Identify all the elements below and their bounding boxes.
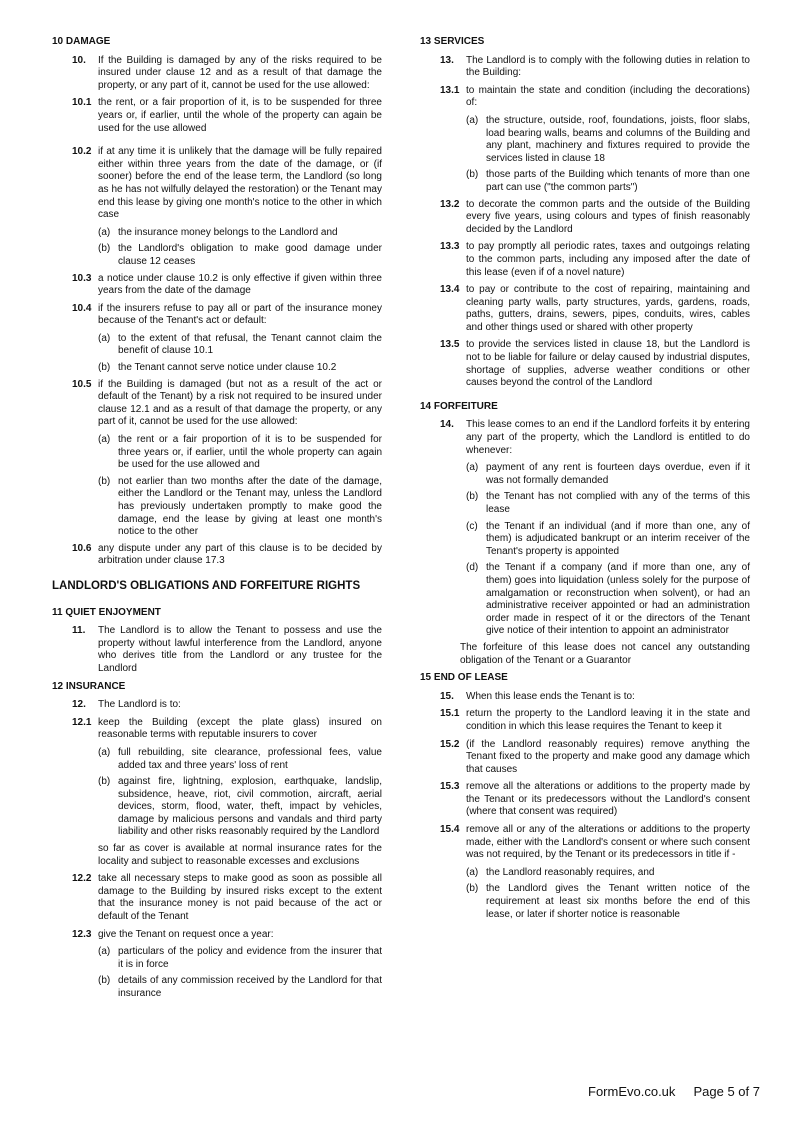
footer-page-number: Page 5 of 7 — [693, 1084, 760, 1099]
clause-15: 15. When this lease ends the Tenant is to: — [440, 690, 635, 702]
clause-10-4-a: (a) to the extent of that refusal, the Tenant cannot claim the benefit of clause 10.1 — [98, 332, 382, 357]
clause-13-4: 13.4 to pay or contribute to the cost of repairing, maintaining and cleaning party walls, party structures, yards, gardens, roads, paths, gutters, drains, sewers, pipes, conduits, wires, cables and other things used or shared with other property — [440, 284, 750, 333]
clause-10-3: 10.3 a notice under clause 10.2 is only effective if given within three years from the date of the damage — [72, 272, 382, 297]
clause-10-4-b: (b) the Tenant cannot serve notice under clause 10.2 — [98, 362, 337, 374]
heading-end-of-lease: 15 END OF LEASE — [420, 672, 508, 684]
clause-12-1-note: so far as cover is available at normal insurance rates for the locality and subject to reasonable excesses and exclusions — [98, 843, 382, 867]
clause-12: 12. The Landlord is to: — [72, 699, 181, 711]
clause-10-5: 10.5 if the Building is damaged (but not as a result of the act or default of the Tenant) by a risk not required to be insured under clause 12.1 and as a result of that damage the property, or any part of it, cannot be used for the use allowed: — [72, 378, 382, 428]
clause-15-1: 15.1 return the property to the Landlord leaving it in the state and condition in which this lease requires the Tenant to keep it — [440, 708, 750, 732]
clause-13-3: 13.3 to pay promptly all periodic rates, taxes and outgoings relating to the common parts, including any imposed after the date of this lease (even if of a novel nature) — [440, 241, 750, 278]
clause-12-3-a: (a) particulars of the policy and evidence from the insurer that it is in force — [98, 946, 382, 970]
clause-15-3: 15.3 remove all the alterations or additions to the property made by the Tenant or its predecessors without the Landlord's consent (where that consent was required) — [440, 781, 750, 818]
clause-13-1-b: (b) those parts of the Building which tenants of more than one part can use ("the common parts") — [466, 169, 750, 193]
clause-10-5-a: (a) the rent or a fair proportion of it is to be suspended for three years or, if earlier, until the whole property can again be used for the use allowed and — [98, 434, 382, 471]
heading-services: 13 SERVICES — [420, 36, 485, 47]
clause-14-c: (c) the Tenant if an individual (and if more than one, any of them) is adjudicated bankrupt or an interim receiver of the Tenant's property is appointed — [466, 520, 750, 557]
clause-13: 13. The Landlord is to comply with the following duties in relation to the Building: — [440, 54, 750, 79]
clause-13-2: 13.2 to decorate the common parts and the outside of the Building every five years, using colours and types of finish reasonably decided by the Landlord — [440, 198, 750, 235]
clause-10-2-a: (a) the insurance money belongs to the Landlord and — [98, 226, 338, 238]
clause-15-4-b: (b) the Landlord gives the Tenant written notice of the requirement at least six months before the end of this lease, or later if shorter notice is reasonable — [466, 883, 750, 920]
right-column — [420, 36, 750, 925]
clause-10-6: 10.6 any dispute under any part of this clause is to be decided by arbitration under clause 17.3 — [72, 542, 382, 567]
clause-10-4: 10.4 if the insurers refuse to pay all or part of the insurance money because of the Tenant's act or default: — [72, 302, 382, 327]
heading-forfeiture: 14 FORFEITURE — [420, 400, 498, 412]
clause-12-2: 12.2 take all necessary steps to make good as soon as possible all damage to the Building by insured risks except to the extent that the insurance money is not paid because of the act or default of the Tenant — [72, 873, 382, 923]
clause-13-1-a: (a) the structure, outside, roof, foundations, joists, floor slabs, load bearing walls, beams and columns of the Building and any plant, machinery and fixtures required to provide the services listed in clause 18 — [466, 114, 750, 164]
clause-11: 11. The Landlord is to allow the Tenant to possess and use the property without lawful interference from the Landlord, anyone who derives title from the Landlord or any trustee for the Landlord — [72, 625, 382, 674]
clause-15-4: 15.4 remove all or any of the alterations or additions to the property made, either with the Landlord's consent or where such consent was not required, by the Tenant or its predecessors in title if - — [440, 824, 750, 861]
clause-12-1: 12.1 keep the Building (except the plate glass) insured on reasonable terms with reputable insurers to cover — [72, 716, 382, 741]
clause-12-3-b: (b) details of any commission received by the Landlord for that insurance — [98, 975, 382, 999]
heading-insurance: 12 INSURANCE — [52, 680, 126, 692]
clause-13-5: 13.5 to provide the services listed in clause 18, but the Landlord is not to be liable for failure or delay caused by industrial disputes, shortage of supplies, adverse weather conditions or other causes beyond the control of the Landlord — [440, 339, 750, 389]
clause-14-d: (d) the Tenant if a company (and if more than one, any of them) goes into liquidation (unless solely for the purpose of amalgamation or reconstruction when solvent), or had an administrative receiver appointed or had an administration order made in respect of it or the directors of the Tenant give notice of their intention to appoint an administrator — [466, 562, 750, 637]
clause-10-2: 10.2 if at any time it is unlikely that the damage will be fully repaired either within three years from the date of the damage, or (if sooner) before the end of the lease term, the Landlord (so long as he has not wilfully delayed the restoration) or the Tenant may end this lease by giving one month's notice to the other in which case — [72, 146, 382, 221]
page-footer — [588, 1084, 760, 1099]
footer-site: FormEvo.co.uk — [588, 1084, 676, 1099]
clause-12-1-b: (b) against fire, lightning, explosion, earthquake, landslip, subsidence, heave, riot, civil commotion, aircraft, aerial devices, storm, flood, water, theft, impact by vehicles, damage by malicious persons and vandals and third party liability and other risks reasonably required by the Landlord — [98, 776, 382, 838]
heading-quiet-enjoyment: 11 QUIET ENJOYMENT — [52, 606, 161, 618]
clause-10-5-b: (b) not earlier than two months after the date of the damage, either the Landlord or the Tenant may, unless the Landlord has previously undertaken promptly to make good the damage, end the lease by giving at least one month's notice to the other — [98, 475, 382, 538]
clause-10-1: 10.1 the rent, or a fair proportion of it, is to be suspended for three years or, if earlier, until the whole of the property can again be used for the use allowed — [72, 97, 382, 134]
part-heading: LANDLORD'S OBLIGATIONS AND FORFEITURE RIGHTS — [52, 579, 361, 592]
clause-14-note: The forfeiture of this lease does not cancel any outstanding obligation of the Tenant or a Guarantor — [460, 641, 750, 666]
left-column — [52, 36, 382, 1005]
clause-14-b: (b) the Tenant has not complied with any of the terms of this lease — [466, 491, 750, 515]
clause-12-3: 12.3 give the Tenant on request once a year: — [72, 928, 274, 940]
clause-14: 14. This lease comes to an end if the Landlord forfeits it by entering any part of the property, which the Landlord is entitled to do whenever: — [440, 419, 750, 456]
clause-15-2: 15.2 (if the Landlord reasonably requires) remove anything the Tenant fixed to the property and make good any damage which that causes — [440, 738, 750, 775]
clause-13-1: 13.1 to maintain the state and condition (including the decorations) of: — [440, 84, 750, 109]
clause-15-4-a: (a) the Landlord reasonably requires, and — [466, 866, 655, 878]
clause-10: 10. If the Building is damaged by any of the risks required to be insured under clause 12 and as a result of that damage the property, or any part of it, cannot be used for the use allowed: — [72, 54, 382, 91]
clause-14-a: (a) payment of any rent is fourteen days overdue, even if it was not formally demanded — [466, 462, 750, 486]
clause-12-1-a: (a) full rebuilding, site clearance, professional fees, value added tax and three years' loss of rent — [98, 746, 382, 771]
clause-10-2-b: (b) the Landlord's obligation to make good damage under clause 12 ceases — [98, 243, 382, 267]
heading-damage: 10 DAMAGE — [52, 36, 111, 47]
